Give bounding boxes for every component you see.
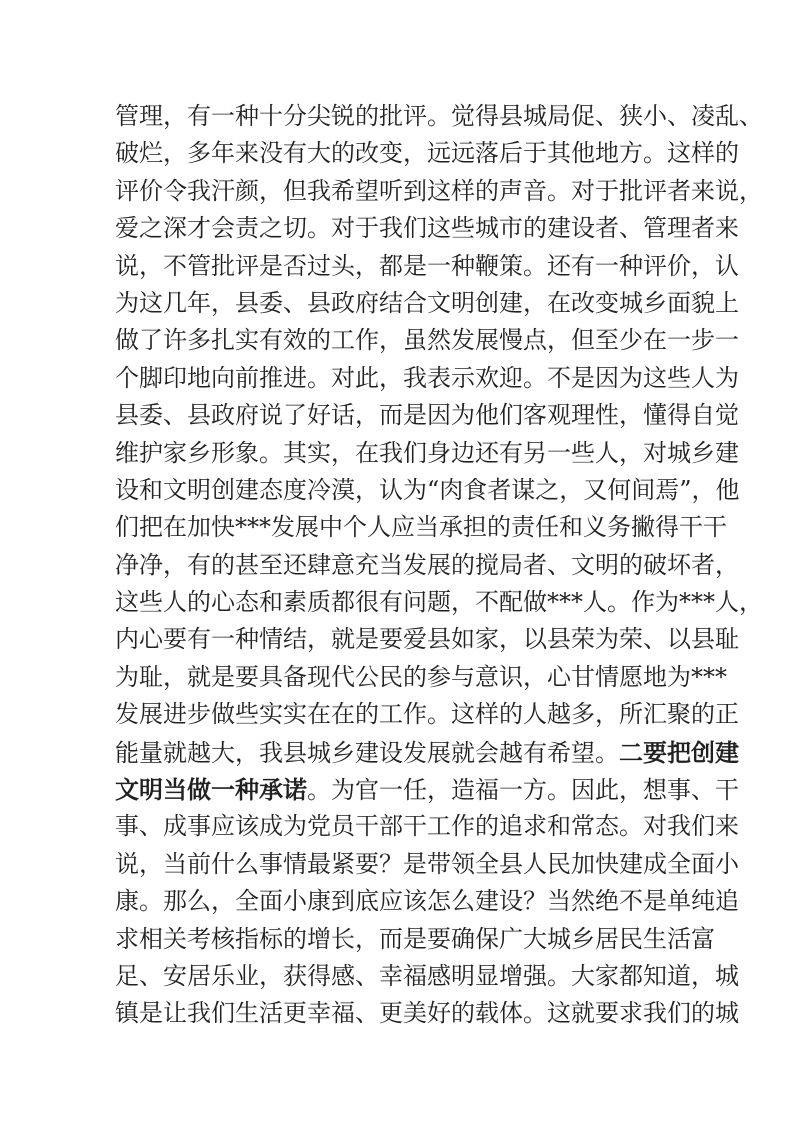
bold-text-run: 文明当做一种承诺 bbox=[115, 775, 307, 805]
text-run: 县委、县政府说了好话，而是因为他们客观理性，懂得自觉 bbox=[115, 401, 739, 430]
text-run: 破烂，多年来没有大的改变，远远落后于其他地方。这样的 bbox=[115, 139, 739, 168]
text-line bbox=[115, 771, 739, 808]
text-run: 康。那么，全面小康到底应该怎么建设？当然绝不是单纯追 bbox=[115, 887, 739, 916]
text-line bbox=[115, 360, 739, 397]
text-line bbox=[115, 584, 763, 621]
text-line bbox=[115, 734, 739, 771]
text-line bbox=[115, 883, 739, 920]
text-run: 设和文明创建态度冷漠，认为“肉食者谋之，又何间焉”，他 bbox=[115, 475, 740, 504]
bold-text-run: 二要把创建 bbox=[619, 737, 739, 767]
text-line bbox=[115, 509, 727, 546]
paragraph-text-block bbox=[115, 98, 763, 1033]
text-run: 内心要有一种情结，就是要爱县如家，以县荣为荣、以县耻 bbox=[115, 625, 739, 654]
text-run: 这些人的心态和素质都很有问题，不配做***人。作为***人， bbox=[115, 588, 763, 617]
text-run: 为这几年，县委、县政府结合文明创建，在改变城乡面貌上 bbox=[115, 288, 739, 317]
text-line bbox=[115, 846, 739, 883]
text-line bbox=[115, 921, 715, 958]
text-run: 。为官一任，造福一方。因此，想事、干 bbox=[307, 776, 739, 805]
text-line bbox=[115, 995, 739, 1032]
text-run: 为耻，就是要具备现代公民的参与意识，心甘情愿地为*** bbox=[115, 662, 727, 691]
text-line bbox=[115, 210, 739, 247]
text-run: 镇是让我们生活更幸福、更美好的载体。这就要求我们的城 bbox=[115, 999, 739, 1028]
text-run: 求相关考核指标的增长，而是要确保广大城乡居民生活富 bbox=[115, 924, 715, 953]
text-run: 净净，有的甚至还肆意充当发展的搅局者、文明的破坏者， bbox=[115, 550, 739, 579]
text-run: 个脚印地向前推进。对此，我表示欢迎。不是因为这些人为 bbox=[115, 363, 739, 392]
text-line bbox=[115, 135, 739, 172]
text-run: 说，当前什么事情最紧要？是带领全县人民加快建成全面小 bbox=[115, 849, 739, 878]
text-run: 评价令我汗颜，但我希望听到这样的声音。对于批评者来说， bbox=[115, 176, 763, 205]
text-run: 发展进步做些实实在在的工作。这样的人越多，所汇聚的正 bbox=[115, 700, 739, 729]
text-line bbox=[115, 958, 739, 995]
text-line bbox=[115, 397, 739, 434]
text-run: 事、成事应该成为党员干部干工作的追求和常态。对我们来 bbox=[115, 812, 739, 841]
text-line bbox=[115, 98, 763, 135]
text-run: 做了许多扎实有效的工作，虽然发展慢点，但至少在一步一 bbox=[115, 326, 739, 355]
text-line bbox=[115, 621, 739, 658]
text-line bbox=[115, 808, 739, 845]
text-line bbox=[115, 435, 739, 472]
text-line bbox=[115, 173, 763, 210]
text-line bbox=[115, 322, 739, 359]
text-run: 足、安居乐业，获得感、幸福感明显增强。大家都知道，城 bbox=[115, 961, 739, 990]
text-line bbox=[115, 659, 727, 696]
text-run: 们把在加快***发展中个人应当承担的责任和义务撇得干干 bbox=[115, 513, 727, 542]
text-line bbox=[115, 696, 739, 733]
text-run: 说，不管批评是否过头，都是一种鞭策。还有一种评价，认 bbox=[115, 251, 739, 280]
text-run: 管理，有一种十分尖锐的批评。觉得县城局促、狭小、凌乱、 bbox=[115, 102, 763, 130]
text-run: 维护家乡形象。其实，在我们身边还有另一些人，对城乡建 bbox=[115, 438, 739, 467]
text-line bbox=[115, 285, 739, 322]
text-line bbox=[115, 547, 739, 584]
text-line bbox=[115, 248, 739, 285]
text-run: 爱之深才会责之切。对于我们这些城市的建设者、管理者来 bbox=[115, 214, 739, 243]
text-run: 能量就越大，我县城乡建设发展就会越有希望。 bbox=[115, 738, 619, 767]
text-line bbox=[115, 472, 740, 509]
